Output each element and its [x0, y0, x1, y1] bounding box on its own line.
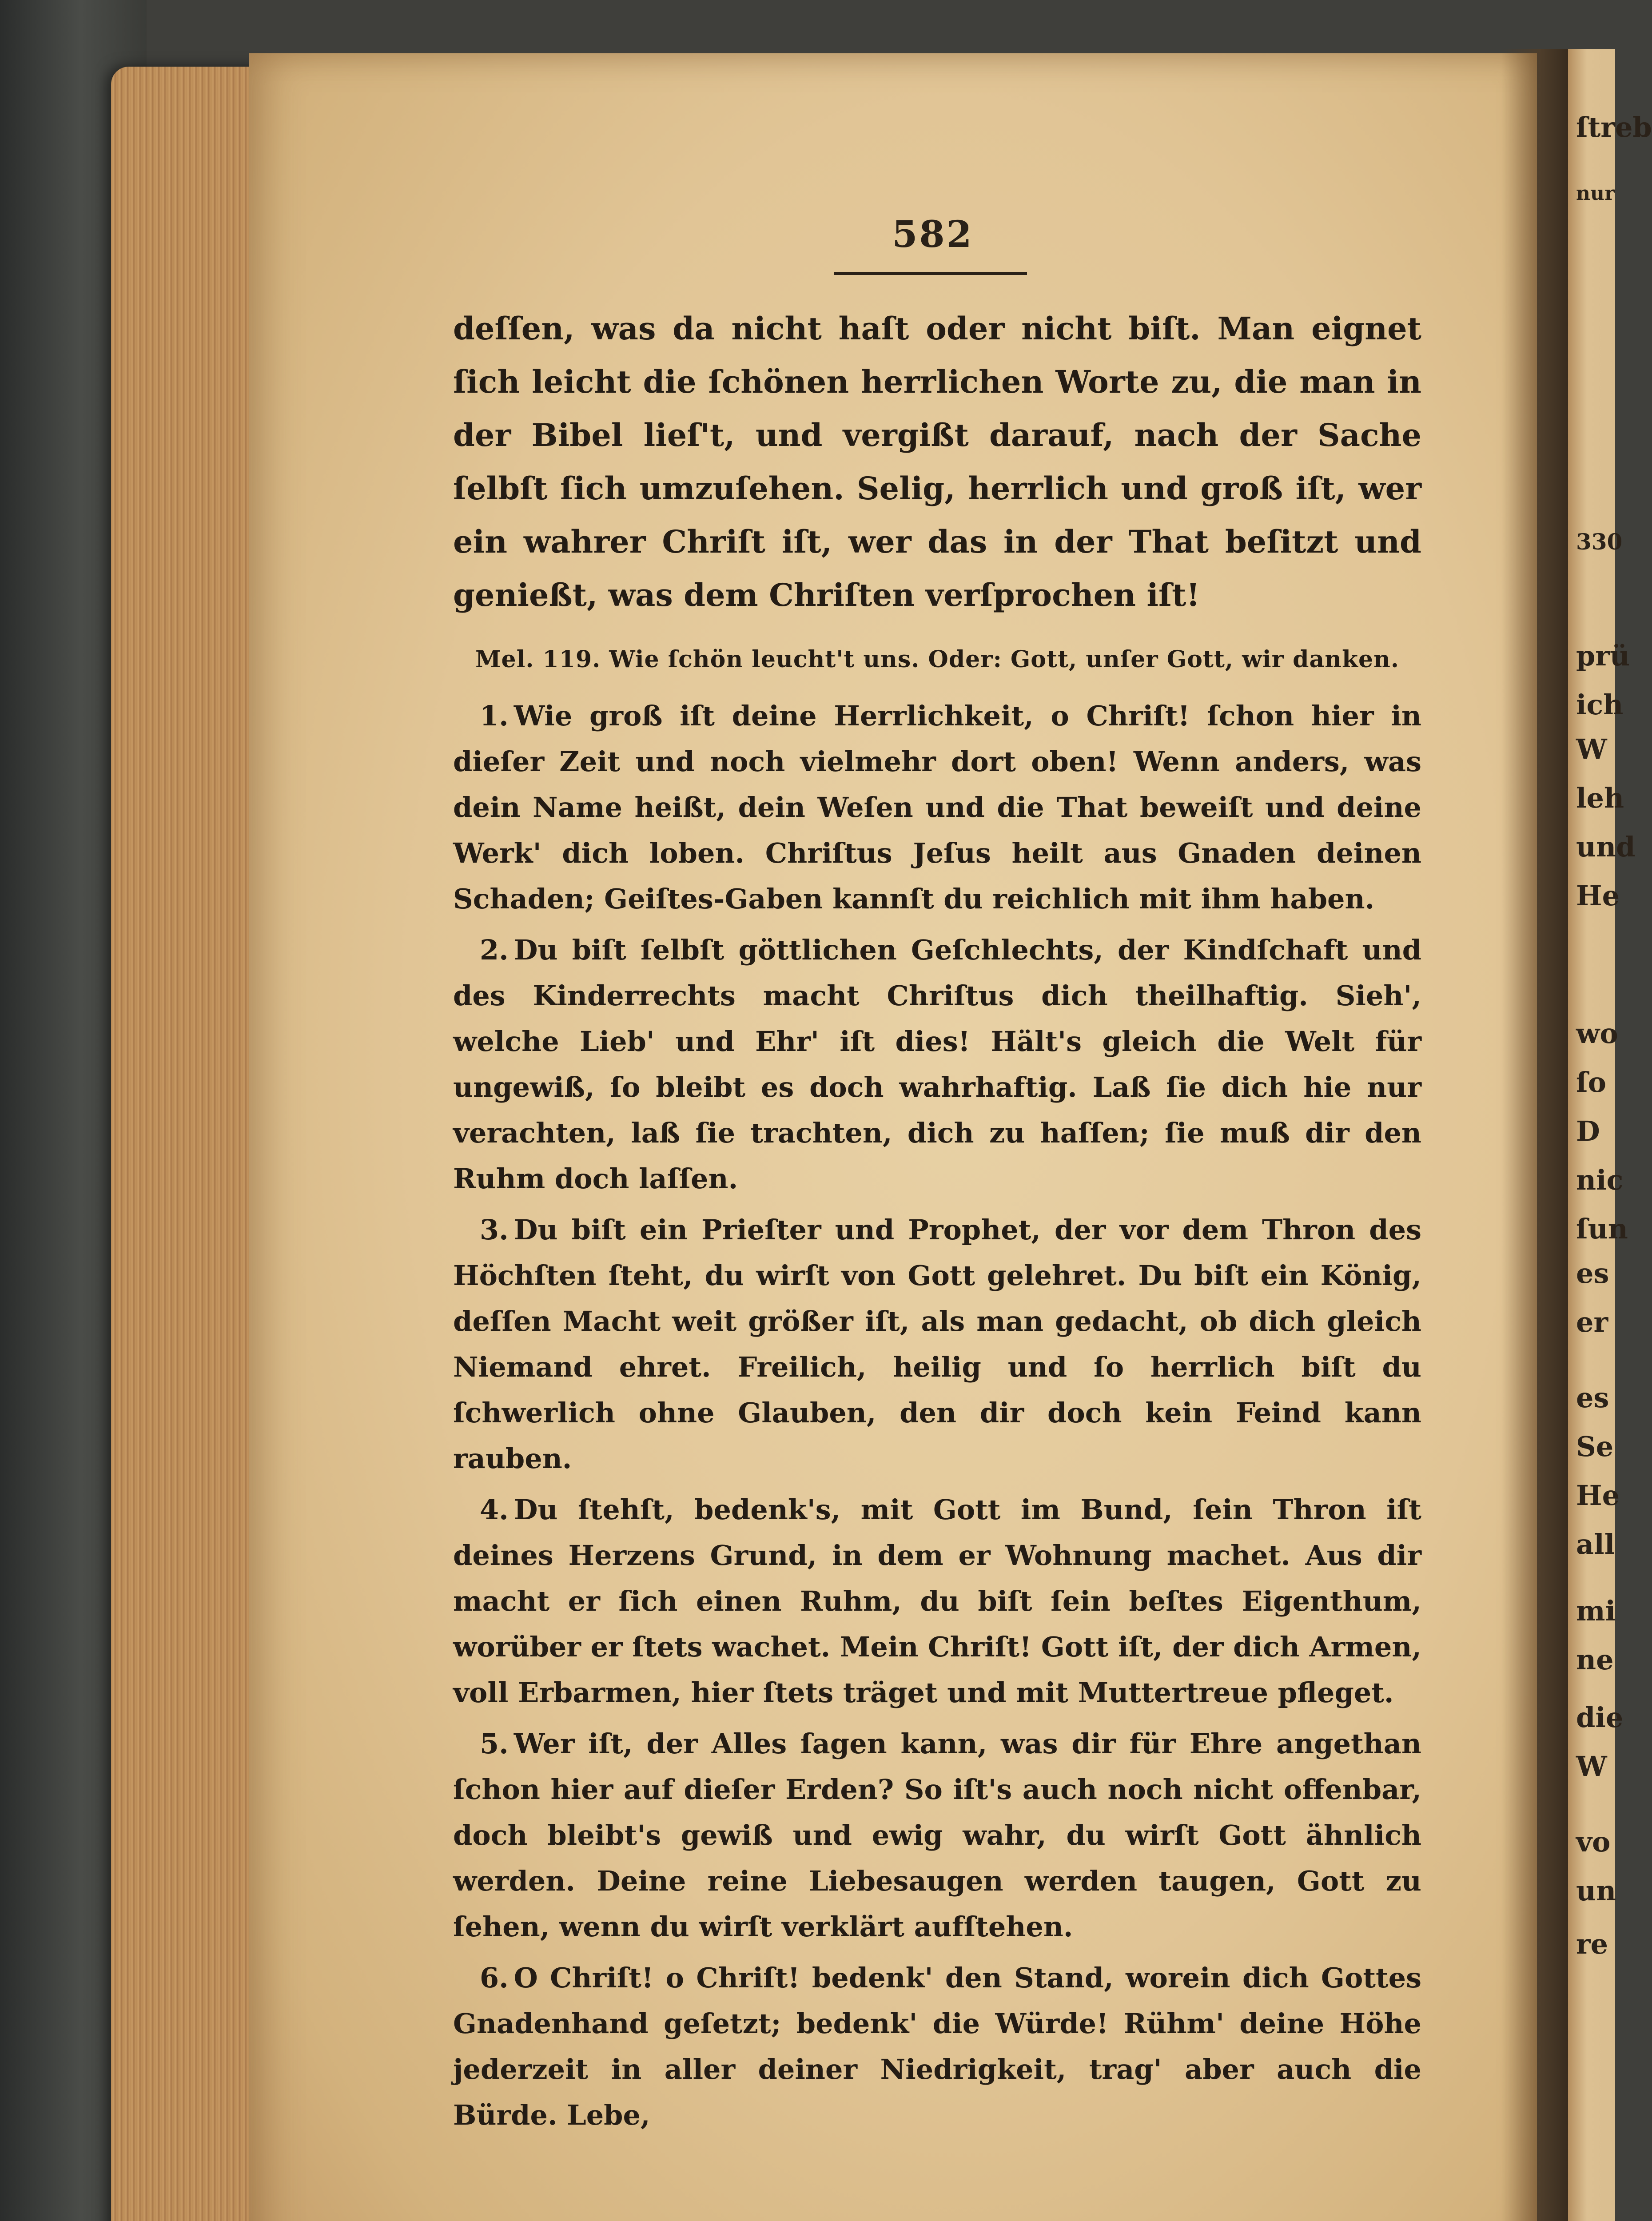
stanza-text: O Chriſt! o Chriſt! bedenk' den Stand, worein dich Gottes Gnadenhand geſetzt; bedenk' die Würde! Rühm' deine Höhe jederzeit in aller deiner Niedrigkeit, trag' aber auch die Bürde. Lebe, — [453, 1962, 1421, 2131]
facing-fragment: wo — [1576, 1017, 1618, 1050]
facing-fragment: ſun — [1576, 1213, 1628, 1245]
facing-fragment: D — [1576, 1115, 1600, 1147]
facing-fragment: ſtreb — [1576, 111, 1652, 143]
stanza-number: 4. — [480, 1493, 509, 1526]
stanza-text: Du biſt ein Prieſter und Prophet, der vor dem Thron des Höchſten ſteht, du wirſt von Gott gelehret. Du biſt ein König, deſſen Macht weit größer iſt, als man gedacht, ob dich gleich Niemand ehret. Freilich, heilig und ſo herrlich biſt du ſchwerlich ohne Glauben, den dir doch kein Feind kann rauben. — [453, 1214, 1421, 1475]
facing-fragment: He — [1576, 1479, 1620, 1512]
stanza — [453, 1487, 1421, 1716]
facing-fragment: es — [1576, 1381, 1609, 1414]
stanza — [453, 1721, 1421, 1950]
book-gutter — [1501, 49, 1572, 2221]
facing-fragment: nur — [1576, 182, 1615, 205]
facing-fragment: vo — [1576, 1826, 1611, 1858]
facing-fragment: ſo — [1576, 1066, 1607, 1099]
stanza — [453, 1207, 1421, 1481]
page-edges — [111, 67, 271, 2221]
stanza-text: Du biſt ſelbſt göttlichen Geſchlechts, der Kindſchaft und des Kinderrechts macht Chriſtus dich theilhaftig. Sieh', welche Lieb' und Ehr' iſt dies! Hält's gleich die Welt für ungewiß, ſo bleibt es doch wahrhaftig. Laß ſie dich hie nur verachten, laß ſie trachten, dich zu haſſen; ſie muß dir den Ruhm doch laſſen. — [453, 934, 1421, 1195]
facing-fragment: es — [1576, 1257, 1609, 1290]
stanza-text: Du ſtehſt, bedenk's, mit Gott im Bund, ſein Thron iſt deines Herzens Grund, in dem er Wohnung machet. Aus dir macht er ſich einen Ruhm, du biſt ſein beſtes Eigenthum, worüber er ſtets wachet. Mein Chriſt! Gott iſt, der dich Armen, voll Erbarmen, hier ſtets träget und mit Muttertreue pfleget. — [453, 1493, 1421, 1709]
page-text — [453, 302, 1421, 2143]
facing-fragment: W — [1576, 1750, 1607, 1783]
facing-fragment: 330 — [1576, 529, 1623, 555]
facing-fragment: un — [1576, 1875, 1616, 1907]
facing-fragment: und — [1576, 831, 1636, 863]
stanza — [453, 1955, 1421, 2138]
stanza-number: 5. — [480, 1727, 509, 1760]
facing-fragment: He — [1576, 880, 1620, 912]
facing-fragment: ich — [1576, 689, 1624, 721]
facing-fragment: prü — [1576, 640, 1630, 672]
stanza-text: Wer iſt, der Alles ſagen kann, was dir für Ehre angethan ſchon hier auf dieſer Erden? So iſt's auch noch nicht offenbar, doch bleibt's gewiß und ewig wahr, du wirſt Gott ähnlich werden. Deine reine Liebesaugen werden taugen, Gott zu ſehen, wenn du wirſt verklärt aufſtehen. — [453, 1727, 1421, 1943]
stanza — [453, 693, 1421, 922]
stanza — [453, 927, 1421, 1202]
stanza-number: 1. — [480, 700, 509, 732]
page-number: 582 — [892, 213, 974, 256]
facing-fragment: re — [1576, 1928, 1608, 1960]
intro-paragraph — [453, 302, 1421, 622]
melody-line: Mel. 119. Wie ſchön leucht't uns. Oder: Gott, unſer Gott, wir danken. — [475, 646, 1400, 673]
facing-fragment: ne — [1576, 1644, 1614, 1676]
facing-fragment: W — [1576, 733, 1607, 765]
stanza-number: 3. — [480, 1214, 509, 1246]
stanza-text: Wie groß iſt deine Herrlichkeit, o Chriſt! ſchon hier in dieſer Zeit und noch vielmehr dort oben! Wenn anders, was dein Name heißt, dein Weſen und die That beweiſt und deine Werk' dich loben. Chriſtus Jeſus heilt aus Gnaden deinen Schaden; Geiſtes-Gaben kannſt du reichlich mit ihm haben. — [453, 700, 1421, 915]
stanza-number: 2. — [480, 934, 509, 966]
facing-fragment: nic — [1576, 1164, 1624, 1196]
facing-fragment: die — [1576, 1701, 1624, 1734]
facing-fragment: Se — [1576, 1430, 1614, 1463]
facing-fragment: er — [1576, 1306, 1608, 1338]
facing-page — [1568, 49, 1652, 2221]
facing-fragment: mi — [1576, 1595, 1616, 1627]
facing-fragment: all — [1576, 1528, 1615, 1560]
stanza-number: 6. — [480, 1962, 509, 1994]
intro-text: deſſen, was da nicht haſt oder nicht biſt. Man eignet ſich leicht die ſchönen herrlichen Worte zu, die man in der Bibel lieſ't, und vergißt darauf, nach der Sache ſelbſt ſich umzuſehen. Selig, herrlich und groß iſt, wer ein wahrer Chriſt iſt, wer das in der That beſitzt und genießt, was dem Chriſten verſprochen iſt! — [453, 310, 1421, 613]
facing-fragment: leh — [1576, 782, 1624, 814]
header-rule — [834, 272, 1027, 275]
